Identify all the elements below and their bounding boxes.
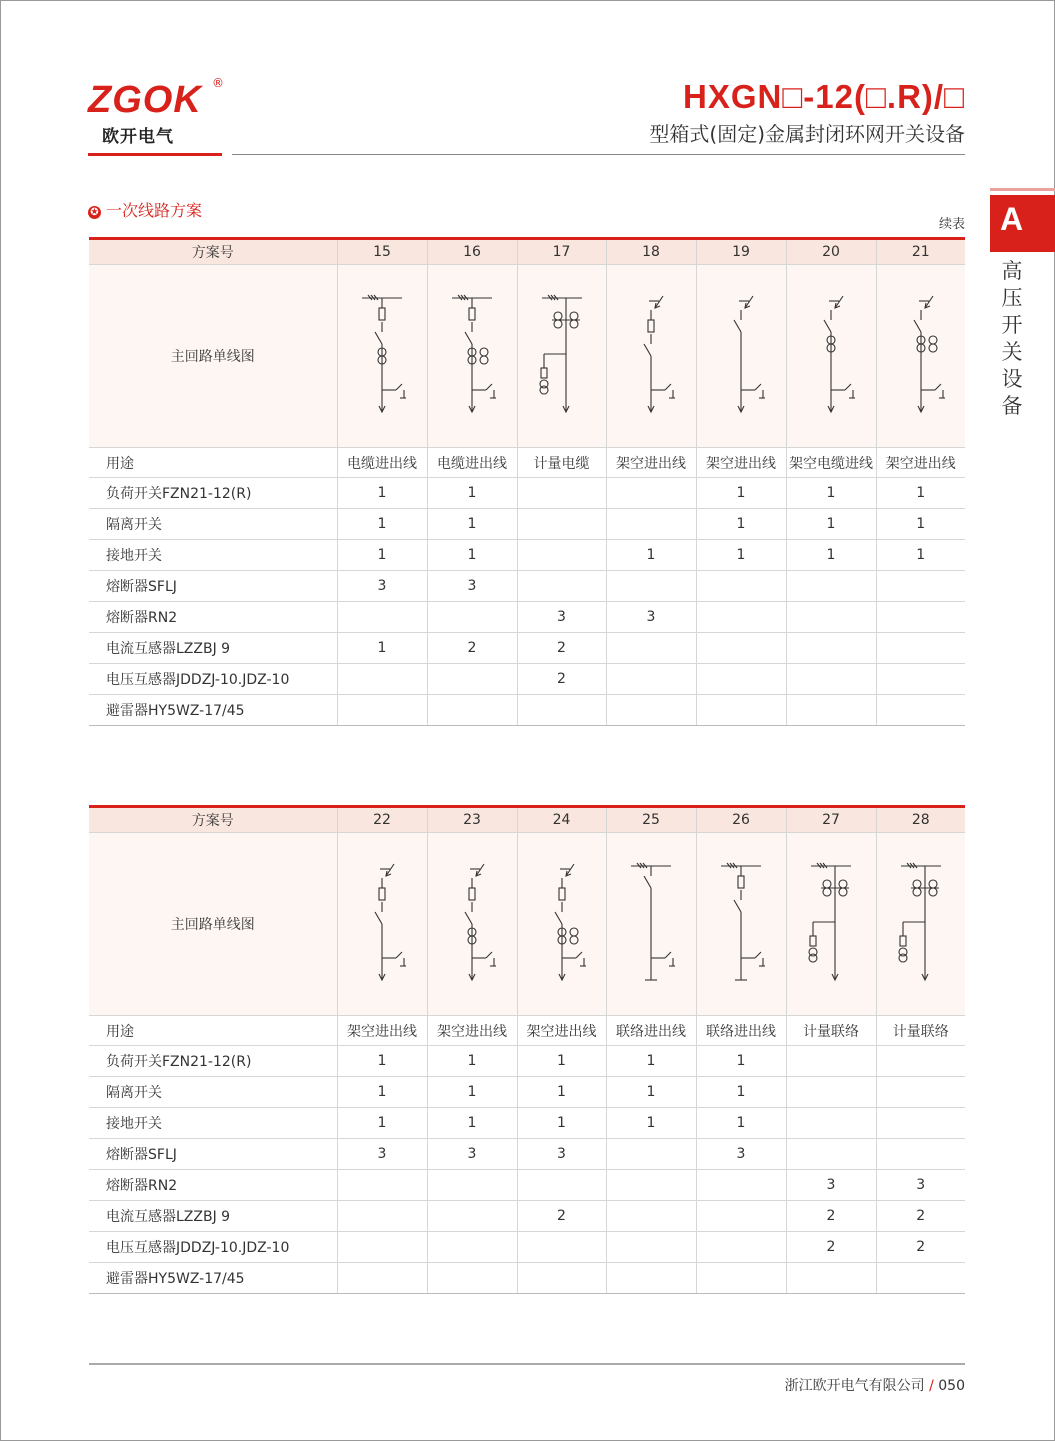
quantity-cell [786, 1139, 876, 1170]
quantity-cell: 1 [517, 1108, 606, 1139]
quantity-cell: 3 [786, 1170, 876, 1201]
quantity-cell [337, 602, 427, 633]
usage-cell: 架空进出线 [427, 1016, 517, 1046]
product-subtitle: 型箱式(固定)金属封闭环网开关设备 [649, 122, 965, 146]
quantity-cell: 3 [337, 571, 427, 602]
quantity-cell: 1 [337, 633, 427, 664]
quantity-cell: 1 [696, 509, 786, 540]
section-title-text: 一次线路方案 [106, 201, 203, 220]
scheme-number: 18 [606, 239, 696, 265]
quantity-cell [517, 540, 606, 571]
scheme-number: 27 [786, 807, 876, 833]
scheme-number: 23 [427, 807, 517, 833]
quantity-cell: 1 [696, 1046, 786, 1077]
scheme-table-2 [89, 805, 965, 1294]
quantity-cell [606, 664, 696, 695]
component-label: 避雷器HY5WZ-17/45 [89, 695, 337, 726]
component-label: 接地开关 [89, 1108, 337, 1139]
quantity-cell: 3 [876, 1170, 965, 1201]
side-tab-char: 设 [1001, 367, 1023, 391]
component-label: 电压互感器JDDZJ-10.JDZ-10 [89, 664, 337, 695]
quantity-cell [606, 1263, 696, 1294]
quantity-cell [517, 1263, 606, 1294]
usage-label: 用途 [89, 1016, 337, 1046]
quantity-cell: 1 [427, 540, 517, 571]
quantity-cell [696, 1232, 786, 1263]
quantity-cell [337, 1232, 427, 1263]
quantity-cell: 1 [337, 478, 427, 509]
side-tab-char: 关 [1001, 340, 1023, 364]
quantity-cell [786, 695, 876, 726]
component-label: 熔断器RN2 [89, 602, 337, 633]
quantity-cell: 1 [337, 540, 427, 571]
quantity-cell: 1 [427, 1046, 517, 1077]
quantity-cell: 2 [427, 633, 517, 664]
quantity-cell [606, 1232, 696, 1263]
quantity-cell: 1 [427, 478, 517, 509]
quantity-cell: 1 [337, 509, 427, 540]
quantity-cell [876, 1046, 965, 1077]
quantity-cell: 1 [786, 509, 876, 540]
quantity-cell: 1 [337, 1077, 427, 1108]
usage-cell: 架空进出线 [696, 448, 786, 478]
single-line-diagram-icon [358, 860, 406, 988]
quantity-cell [696, 695, 786, 726]
single-line-diagram-icon [807, 860, 855, 988]
scheme-number: 16 [427, 239, 517, 265]
quantity-cell: 2 [517, 1201, 606, 1232]
single-line-diagram-icon [448, 860, 496, 988]
usage-cell: 联络进出线 [606, 1016, 696, 1046]
brand-logo [88, 76, 228, 147]
quantity-cell: 1 [696, 1077, 786, 1108]
quantity-cell: 3 [517, 1139, 606, 1170]
scheme-number: 21 [876, 239, 965, 265]
quantity-cell [696, 1263, 786, 1294]
single-line-diagram-icon [538, 292, 586, 420]
quantity-cell: 1 [786, 540, 876, 571]
side-tab-char: 高 [1001, 259, 1023, 283]
diagram-cell [427, 265, 517, 448]
usage-label: 用途 [89, 448, 337, 478]
quantity-cell: 1 [606, 1077, 696, 1108]
quantity-cell [876, 695, 965, 726]
quantity-cell: 1 [427, 1108, 517, 1139]
diagram-cell [876, 265, 965, 448]
diagram-cell [606, 833, 696, 1016]
usage-cell: 电缆进出线 [337, 448, 427, 478]
quantity-cell: 3 [427, 1139, 517, 1170]
quantity-cell [606, 1170, 696, 1201]
quantity-cell [517, 478, 606, 509]
quantity-cell [786, 664, 876, 695]
single-line-diagram-icon [627, 860, 675, 988]
quantity-cell [696, 633, 786, 664]
usage-cell: 计量联络 [786, 1016, 876, 1046]
scheme-number: 24 [517, 807, 606, 833]
quantity-cell: 1 [606, 1108, 696, 1139]
quantity-cell [427, 1263, 517, 1294]
quantity-cell [427, 1170, 517, 1201]
quantity-cell: 2 [517, 633, 606, 664]
component-label: 负荷开关FZN21-12(R) [89, 1046, 337, 1077]
quantity-cell [876, 1263, 965, 1294]
quantity-cell: 2 [786, 1232, 876, 1263]
quantity-cell: 1 [517, 1046, 606, 1077]
registered-mark: ® [212, 76, 224, 90]
quantity-cell: 1 [696, 540, 786, 571]
quantity-cell: 1 [606, 540, 696, 571]
quantity-cell: 1 [337, 1046, 427, 1077]
scheme-number: 26 [696, 807, 786, 833]
side-tab-char: 备 [1001, 394, 1023, 418]
diagram-cell [696, 265, 786, 448]
scheme-number-label: 方案号 [89, 239, 337, 265]
quantity-cell [517, 695, 606, 726]
quantity-cell: 3 [337, 1139, 427, 1170]
component-label: 隔离开关 [89, 1077, 337, 1108]
quantity-cell: 1 [786, 478, 876, 509]
quantity-cell: 2 [876, 1201, 965, 1232]
quantity-cell [337, 1201, 427, 1232]
section-title [88, 198, 202, 221]
quantity-cell: 2 [517, 664, 606, 695]
quantity-cell: 1 [337, 1108, 427, 1139]
quantity-cell [337, 1170, 427, 1201]
quantity-cell [606, 478, 696, 509]
diagram-cell [517, 833, 606, 1016]
diagram-cell [696, 833, 786, 1016]
quantity-cell [517, 571, 606, 602]
component-label: 熔断器SFLJ [89, 1139, 337, 1170]
usage-cell: 架空电缆进线 [786, 448, 876, 478]
diagram-cell [786, 265, 876, 448]
quantity-cell [427, 1201, 517, 1232]
quantity-cell [606, 1201, 696, 1232]
logo-subtitle: 欧开电气 [102, 127, 174, 147]
quantity-cell: 1 [876, 509, 965, 540]
quantity-cell [876, 1077, 965, 1108]
quantity-cell: 1 [876, 478, 965, 509]
footer-company: 浙江欧开电气有限公司 [784, 1378, 925, 1394]
single-line-diagram-icon [627, 292, 675, 420]
quantity-cell [337, 664, 427, 695]
component-label: 熔断器RN2 [89, 1170, 337, 1201]
quantity-cell [876, 1108, 965, 1139]
quantity-cell: 1 [606, 1046, 696, 1077]
quantity-cell [876, 571, 965, 602]
component-label: 隔离开关 [89, 509, 337, 540]
continued-label: 续表 [938, 217, 965, 232]
component-label: 避雷器HY5WZ-17/45 [89, 1263, 337, 1294]
single-line-diagram-icon [807, 292, 855, 420]
quantity-cell [427, 602, 517, 633]
footer-rule [89, 1363, 965, 1365]
scheme-table-1 [89, 237, 965, 726]
page-number: 050 [938, 1378, 965, 1394]
single-line-diagram-icon [448, 292, 496, 420]
component-label: 电流互感器LZZBJ 9 [89, 1201, 337, 1232]
quantity-cell: 1 [696, 1108, 786, 1139]
diagram-cell [427, 833, 517, 1016]
page-footer [785, 1375, 965, 1395]
quantity-cell [606, 633, 696, 664]
quantity-cell [786, 1046, 876, 1077]
scheme-number: 15 [337, 239, 427, 265]
quantity-cell [786, 1263, 876, 1294]
quantity-cell [696, 1201, 786, 1232]
quantity-cell [876, 1139, 965, 1170]
quantity-cell [517, 509, 606, 540]
single-line-diagram-icon [358, 292, 406, 420]
usage-cell: 架空进出线 [517, 1016, 606, 1046]
scheme-number: 25 [606, 807, 696, 833]
footer-separator: / [929, 1378, 934, 1394]
single-line-diagram-icon [717, 860, 765, 988]
side-tab-label [1000, 258, 1024, 420]
quantity-cell [517, 1232, 606, 1263]
single-line-diagram-icon [717, 292, 765, 420]
side-tab-letter: A [990, 195, 1055, 252]
scheme-number: 17 [517, 239, 606, 265]
single-line-diagram-icon [897, 860, 945, 988]
scheme-number: 28 [876, 807, 965, 833]
header-rule [232, 154, 965, 155]
quantity-cell [786, 602, 876, 633]
single-line-diagram-icon [897, 292, 945, 420]
quantity-cell [427, 664, 517, 695]
quantity-cell: 1 [427, 509, 517, 540]
quantity-cell [696, 571, 786, 602]
component-label: 电流互感器LZZBJ 9 [89, 633, 337, 664]
quantity-cell [606, 1139, 696, 1170]
scheme-number: 20 [786, 239, 876, 265]
component-label: 负荷开关FZN21-12(R) [89, 478, 337, 509]
diagram-cell [337, 265, 427, 448]
quantity-cell [696, 664, 786, 695]
usage-cell: 架空进出线 [337, 1016, 427, 1046]
diagram-cell [876, 833, 965, 1016]
quantity-cell [696, 1170, 786, 1201]
quantity-cell [696, 602, 786, 633]
quantity-cell [786, 1108, 876, 1139]
quantity-cell: 1 [696, 478, 786, 509]
star-bullet-icon: ✪ [88, 206, 101, 219]
quantity-cell [786, 633, 876, 664]
usage-cell: 计量联络 [876, 1016, 965, 1046]
component-label: 电压互感器JDDZJ-10.JDZ-10 [89, 1232, 337, 1263]
quantity-cell [606, 509, 696, 540]
side-tab-char: 压 [1001, 286, 1023, 310]
quantity-cell: 3 [427, 571, 517, 602]
diagram-label: 主回路单线图 [89, 833, 337, 1016]
quantity-cell: 3 [606, 602, 696, 633]
logo-wordmark: ZGOK [88, 79, 202, 121]
product-title: HXGN□-12(□.R)/□ [683, 78, 965, 115]
quantity-cell [606, 571, 696, 602]
side-tab-char: 开 [1001, 313, 1023, 337]
logo-underline [88, 153, 222, 156]
component-label: 接地开关 [89, 540, 337, 571]
usage-cell: 电缆进出线 [427, 448, 517, 478]
usage-cell: 架空进出线 [876, 448, 965, 478]
quantity-cell [876, 602, 965, 633]
scheme-number-label: 方案号 [89, 807, 337, 833]
usage-cell: 计量电缆 [517, 448, 606, 478]
diagram-cell [337, 833, 427, 1016]
quantity-cell: 3 [517, 602, 606, 633]
side-tab-accent [990, 188, 1055, 191]
usage-cell: 架空进出线 [606, 448, 696, 478]
quantity-cell [337, 1263, 427, 1294]
quantity-cell [876, 633, 965, 664]
quantity-cell [786, 571, 876, 602]
quantity-cell: 3 [696, 1139, 786, 1170]
component-label: 熔断器SFLJ [89, 571, 337, 602]
quantity-cell [876, 664, 965, 695]
quantity-cell [786, 1077, 876, 1108]
diagram-cell [517, 265, 606, 448]
usage-cell: 联络进出线 [696, 1016, 786, 1046]
quantity-cell [337, 695, 427, 726]
quantity-cell [427, 695, 517, 726]
quantity-cell [517, 1170, 606, 1201]
diagram-cell [606, 265, 696, 448]
quantity-cell: 1 [517, 1077, 606, 1108]
quantity-cell [606, 695, 696, 726]
diagram-cell [786, 833, 876, 1016]
single-line-diagram-icon [538, 860, 586, 988]
quantity-cell: 1 [427, 1077, 517, 1108]
diagram-label: 主回路单线图 [89, 265, 337, 448]
scheme-number: 19 [696, 239, 786, 265]
scheme-number: 22 [337, 807, 427, 833]
quantity-cell [427, 1232, 517, 1263]
quantity-cell: 1 [876, 540, 965, 571]
quantity-cell: 2 [876, 1232, 965, 1263]
quantity-cell: 2 [786, 1201, 876, 1232]
